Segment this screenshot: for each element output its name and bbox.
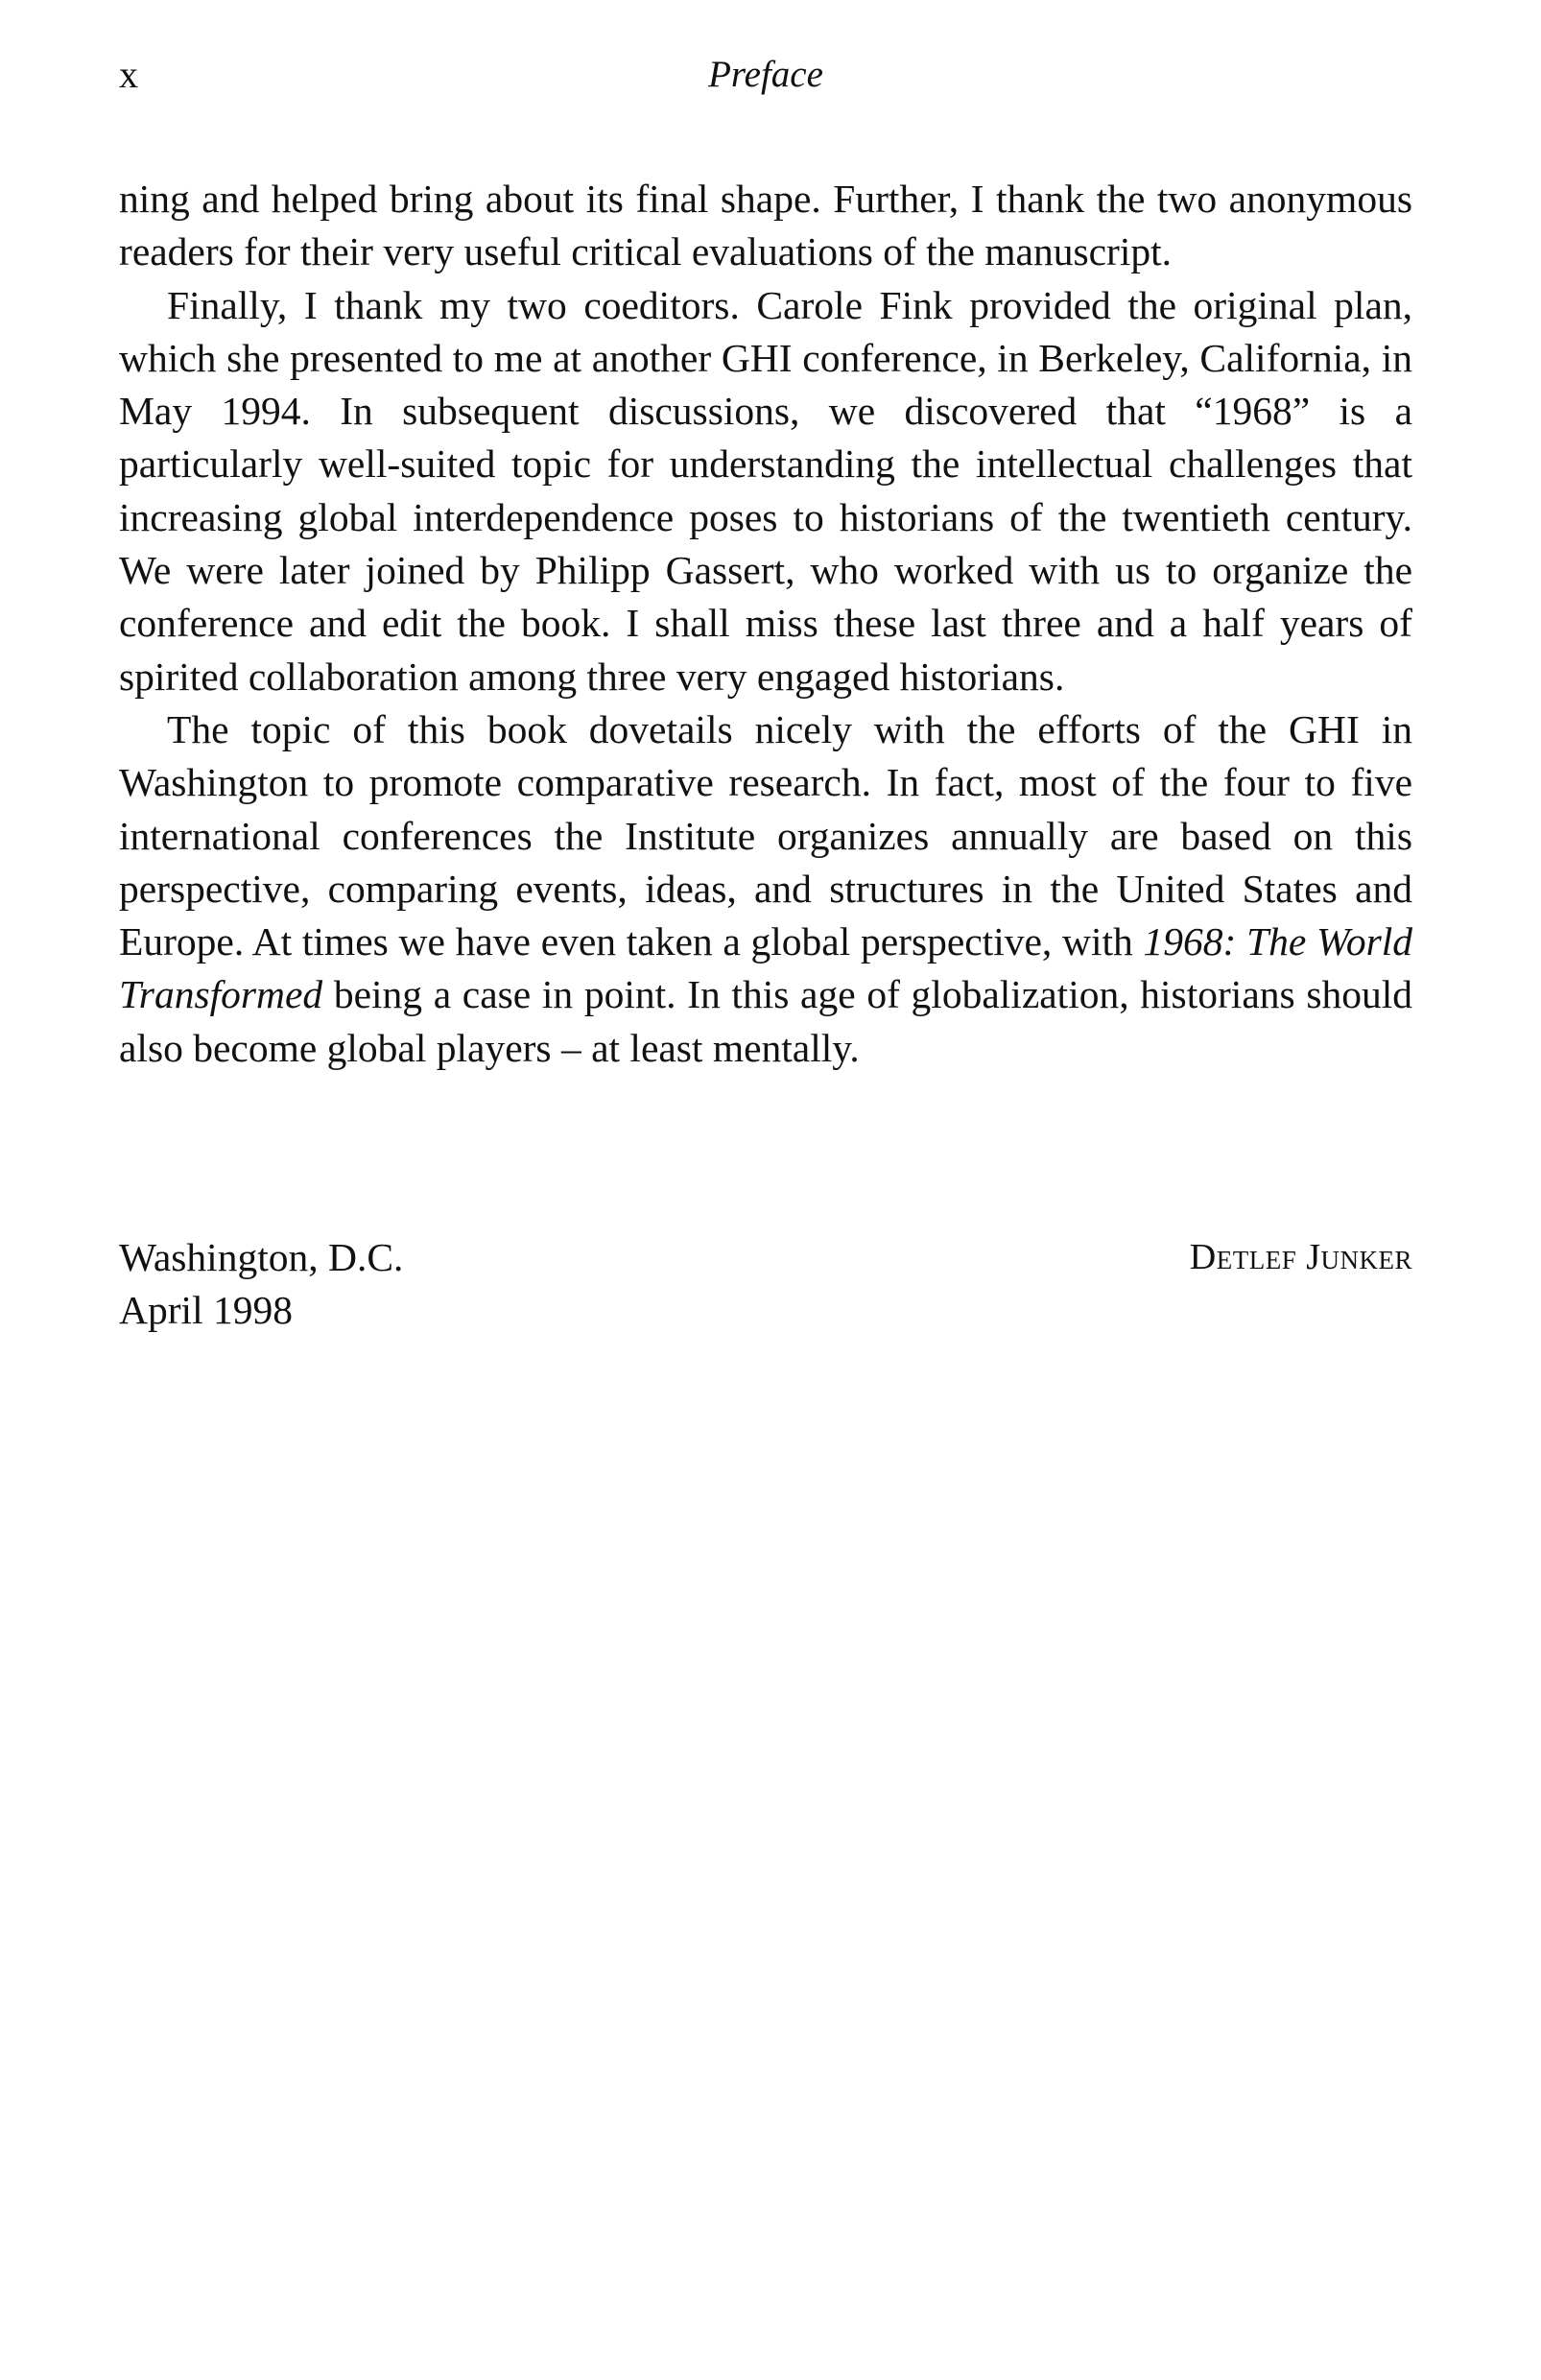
paragraph-text-before: The topic of this book dovetails nicely with the efforts of the GHI in Washington to promote comparative research. In fact, most of the four to five international conferences the Institute organizes annually are based on this perspective, comparing events, ideas, and structures in the United States and Europe. At times we have even taken a global perspective, with xyxy=(119,706,1412,964)
running-head xyxy=(119,46,1412,104)
signoff-place: Washington, D.C. xyxy=(119,1235,404,1279)
paragraph-continued: ning and helped bring about its final shape. Further, I thank the two anonymous readers for their very useful critical evaluations of the manuscript. xyxy=(119,177,1412,274)
paragraph-text-after: being a case in point. In this age of globalization, historians should also become global players – at least mentally. xyxy=(119,972,1412,1070)
signoff xyxy=(119,1231,1412,1346)
preface-body xyxy=(119,173,1412,1075)
book-title-italic: 1968: The World Transformed xyxy=(119,919,1412,1017)
page-number: x xyxy=(119,53,138,96)
signoff-place-date xyxy=(119,1231,403,1338)
signoff-author: Detlef Junker xyxy=(1189,1237,1412,1277)
paragraph-coeditors: Finally, I thank my two coeditors. Carole Fink provided the original plan, which she presented to me at another GHI conference, in Berkeley, California, in May 1994. In subsequent discussions, we discovered that “1968” is a particularly well-suited topic for understanding the intellectual challenges that increasing global interdependence poses to historians of the twentieth century. We were later joined by Philipp Gassert, who worked with us to organize the conference and edit the book. I shall miss these last three and a half years of spirited collaboration among three very engaged historians. xyxy=(119,282,1412,699)
paragraph-comparative-research xyxy=(119,703,1412,1075)
running-title: Preface xyxy=(708,54,823,95)
signoff-date: April 1998 xyxy=(119,1288,293,1333)
